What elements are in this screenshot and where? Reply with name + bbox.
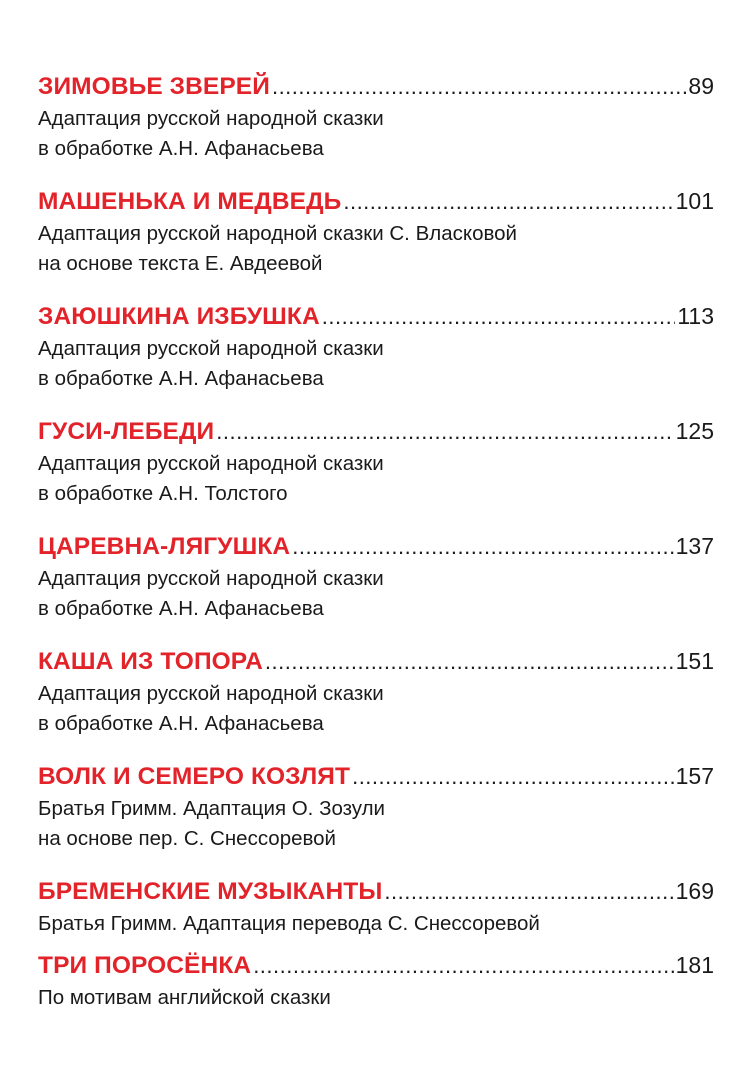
toc-entry: [38, 68, 714, 164]
entry-description: [38, 983, 714, 1013]
entry-title: ЗИМОВЬЕ ЗВЕРЕЙ: [38, 73, 270, 100]
entry-title: ЦАРЕВНА-ЛЯГУШКА: [38, 533, 291, 560]
entry-title: ВОЛК И СЕМЕРО КОЗЛЯТ: [38, 763, 351, 790]
toc-entry-heading: [38, 528, 714, 564]
entry-title: ГУСИ-ЛЕБЕДИ: [38, 418, 215, 445]
entry-page-number: 181: [675, 952, 714, 978]
entry-description: [38, 104, 714, 164]
dot-leader: [384, 874, 673, 910]
dot-leader: [292, 529, 673, 565]
toc-entry-heading: [38, 758, 714, 794]
entry-page-number: 101: [675, 188, 714, 214]
toc-entry-heading: [38, 183, 714, 219]
entry-description: [38, 449, 714, 509]
dot-leader: [272, 69, 686, 105]
toc-entry-heading: [38, 947, 714, 983]
dot-leader: [322, 299, 676, 335]
entry-page-number: 157: [675, 763, 714, 789]
toc-entry: [38, 758, 714, 854]
entry-description: [38, 564, 714, 624]
entry-description-line: Братья Гримм. Адаптация перевода С. Снессоревой: [38, 912, 540, 935]
entry-description: [38, 909, 714, 939]
toc-entry: [38, 873, 714, 939]
entry-description-line: Адаптация русской народной сказки: [38, 567, 384, 590]
entry-description-line: Адаптация русской народной сказки: [38, 107, 384, 130]
entry-description-line: Адаптация русской народной сказки С. Власковой: [38, 222, 517, 245]
entry-description-line: на основе пер. С. Снессоревой: [38, 827, 337, 850]
toc-entry-heading: [38, 643, 714, 679]
entry-page-number: 113: [677, 303, 714, 329]
entry-page-number: 151: [675, 648, 714, 674]
toc-entry-heading: [38, 873, 714, 909]
entry-description: [38, 334, 714, 394]
dot-leader: [265, 644, 674, 680]
entry-description-line: Братья Гримм. Адаптация О. Зозули: [38, 797, 386, 820]
entry-description-line: в обработке А.Н. Афанасьева: [38, 137, 324, 160]
toc-entry-heading: [38, 413, 714, 449]
entry-description-line: в обработке А.Н. Афанасьева: [38, 367, 324, 390]
entry-description: [38, 794, 714, 854]
entry-title: МАШЕНЬКА И МЕДВЕДЬ: [38, 188, 342, 215]
table-of-contents: [38, 68, 714, 1009]
entry-page-number: 169: [675, 878, 714, 904]
entry-title: КАША ИЗ ТОПОРА: [38, 648, 263, 675]
toc-entry: [38, 413, 714, 509]
entry-description-line: на основе текста Е. Авдеевой: [38, 252, 323, 275]
dot-leader: [253, 948, 673, 984]
toc-entry: [38, 528, 714, 624]
dot-leader: [216, 414, 673, 450]
entry-page-number: 89: [688, 73, 714, 99]
toc-entry: [38, 643, 714, 739]
dot-leader: [343, 184, 673, 220]
entry-page-number: 125: [675, 418, 714, 444]
entry-description-line: Адаптация русской народной сказки: [38, 682, 384, 705]
entry-title: ЗАЮШКИНА ИЗБУШКА: [38, 303, 320, 330]
toc-entry: [38, 298, 714, 394]
entry-description-line: в обработке А.Н. Афанасьева: [38, 712, 324, 735]
entry-description-line: Адаптация русской народной сказки: [38, 452, 384, 475]
toc-entry-heading: [38, 298, 714, 334]
entry-description-line: Адаптация русской народной сказки: [38, 337, 384, 360]
entry-description: [38, 679, 714, 739]
entry-description-line: в обработке А.Н. Афанасьева: [38, 597, 324, 620]
entry-description: [38, 219, 714, 279]
dot-leader: [352, 759, 674, 795]
toc-entry: [38, 947, 714, 1013]
entry-title: БРЕМЕНСКИЕ МУЗЫКАНТЫ: [38, 878, 383, 905]
entry-title: ТРИ ПОРОСЁНКА: [38, 952, 252, 979]
entry-description-line: в обработке А.Н. Толстого: [38, 482, 288, 505]
toc-entry-heading: [38, 68, 714, 104]
entry-description-line: По мотивам английской сказки: [38, 986, 331, 1009]
entry-page-number: 137: [675, 533, 714, 559]
toc-entry: [38, 183, 714, 279]
